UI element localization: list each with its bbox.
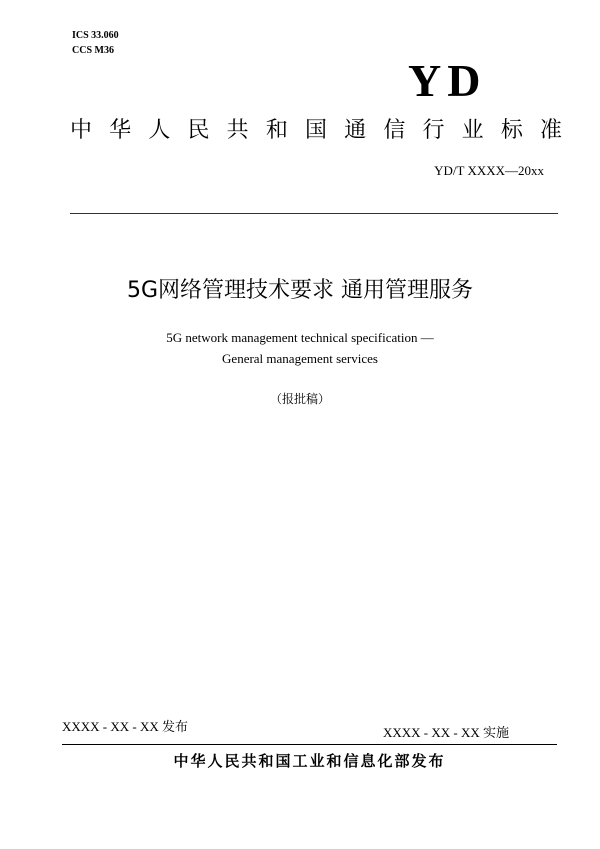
ccs-code: CCS M36 (72, 45, 114, 56)
document-title-en-line2: General management services (222, 351, 378, 366)
ics-code: ICS 33.060 (72, 30, 119, 41)
document-number: YD/T XXXX—20xx (434, 163, 544, 178)
top-divider (70, 213, 558, 214)
bottom-divider (62, 744, 557, 745)
classification-codes (72, 28, 119, 58)
yd-logo: YD (408, 55, 487, 106)
document-title-en-line1: 5G network management technical specification — (166, 330, 434, 345)
draft-status: （报批稿） (269, 392, 330, 406)
industry-standard-heading: 中华人民共和国通信行业标准 (70, 118, 562, 143)
issuing-authority: 中华人民共和国工业和信息化部发布 (173, 752, 446, 770)
document-title-zh: 5G网络管理技术要求 通用管理服务 (126, 278, 474, 303)
publish-date: XXXX - XX - XX 发布 (62, 719, 189, 734)
implement-date: XXXX - XX - XX 实施 (383, 725, 510, 740)
